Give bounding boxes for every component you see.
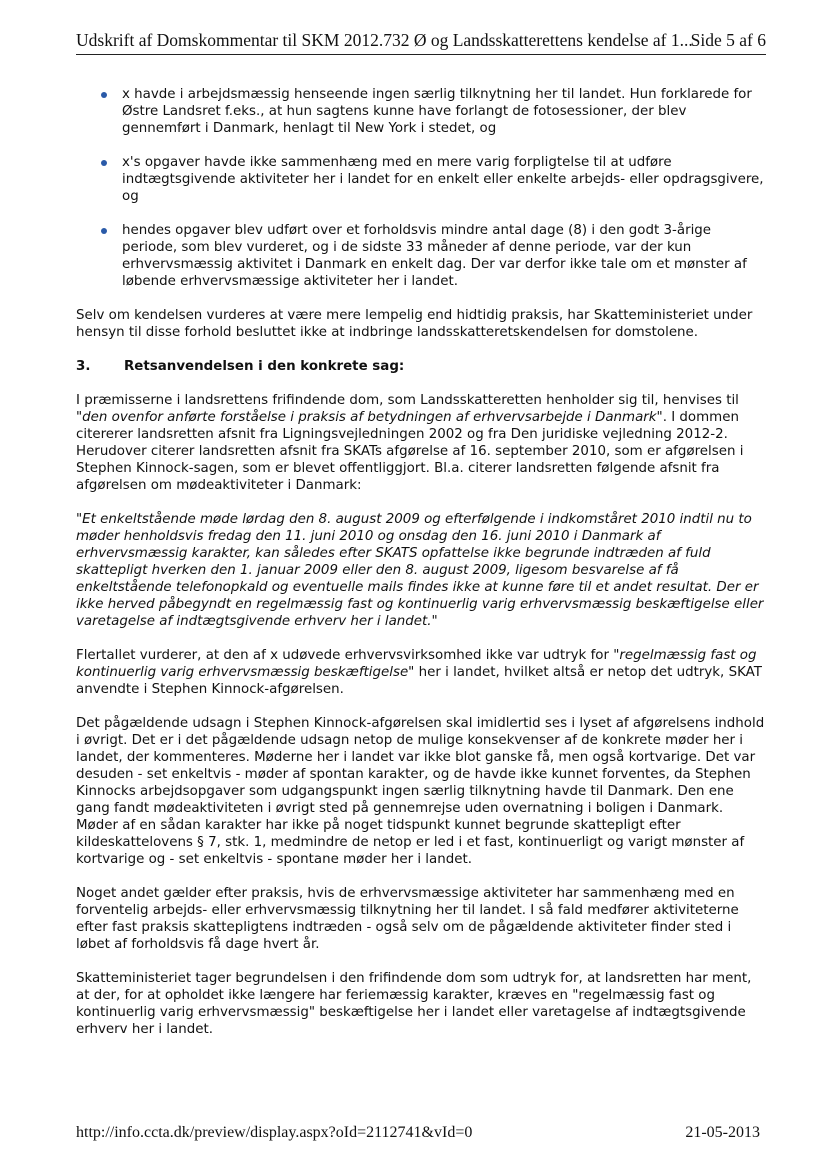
paragraph: Skatteministeriet tager begrundelsen i den frifindende dom som udtryk for, at landsretten har ment, at der, for at opholdet ikke længere har feriemæssig karakter, kræves en "regelmæssig fast og kontinuerlig varig erhvervsmæssig" beskæftigelse her i landet eller varetagelse af indtægtsgivende erhverv her i landet. bbox=[76, 971, 752, 1037]
list-item bbox=[76, 222, 766, 290]
paragraph-text: her i landet, hvilket altså er netop det udtryk, SKAT anvendte i Stephen Kinnock-afgørelsen. bbox=[76, 665, 762, 697]
bullet-icon bbox=[101, 160, 107, 166]
document-body bbox=[76, 86, 766, 1055]
bullet-icon bbox=[101, 228, 107, 234]
print-date: 21-05-2013 bbox=[685, 1124, 760, 1141]
bullet-icon bbox=[101, 92, 107, 98]
source-url: http://info.ccta.dk/preview/display.aspx?oId=2112741&vId=0 bbox=[76, 1124, 473, 1141]
list-item bbox=[76, 86, 766, 137]
document-title: Udskrift af Domskommentar til SKM 2012.732 Ø og Landsskatterettens kendelse af 1... bbox=[76, 30, 693, 50]
paragraph: Noget andet gælder efter praksis, hvis de erhvervsmæssige aktiviteter har sammenhæng med en forventelig arbejds- eller erhvervsmæssig tilknytning her til landet. I så fald medfører aktiviteterne efter fast praksis skattepligtens indtræden - også selv om de pågældende aktiviteter finder sted i løbet af forholdsvis få dage hvert år. bbox=[76, 886, 739, 952]
print-header bbox=[76, 30, 766, 55]
section-title: Retsanvendelsen i den konkrete sag: bbox=[124, 359, 405, 374]
bullet-text: hendes opgaver blev udført over et forholdsvis mindre antal dage (8) i den godt 3-årige periode, som blev vurderet, og i de sidste 33 måneder af denne periode, var der kun erhvervsmæssig aktivitet i Danmark en enkelt dag. Der var derfor ikke tale om et mønster af løbende erhvervsmæssige aktiviteter her i landet. bbox=[122, 223, 747, 289]
print-footer bbox=[76, 1124, 766, 1146]
inline-quote: "den ovenfor anførte forståelse i praksis af betydningen af erhvervsarbejde i Danmark" bbox=[76, 410, 663, 425]
bullet-list bbox=[76, 86, 766, 290]
paragraph-text: . I dommen citererer landsretten afsnit fra Ligningsvejledningen 2002 og fra Den juridiske vejledning 2012-2. Herudover citerer landsretten afsnit fra SKATs afgørelse af 16. september 2010, som er afgørelsen i Stephen Kinnock-sagen, som er blevet offentliggjort. Bl.a. citerer landsretten følgende afsnit fra afgørelsen om mødeaktiviteter i Danmark: bbox=[76, 410, 744, 493]
paragraph: Selv om kendelsen vurderes at være mere lempelig end hidtidig praksis, har Skatteministeriet under hensyn til disse forhold besluttet ikke at indbringe landsskatteretskendelsen for domstolene. bbox=[76, 308, 753, 340]
inline-quote: "regelmæssig fast og kontinuerlig varig erhvervsmæssig beskæftigelse" bbox=[76, 648, 757, 680]
page-number: Side 5 af 6 bbox=[690, 30, 766, 50]
bullet-text: x havde i arbejdsmæssig henseende ingen særlig tilknytning her til landet. Hun forklarede for Østre Landsret f.eks., at hun sagtens kunne have forlangt de fotosessioner, der blev gennemført i Danmark, henlagt til New York i stedet, og bbox=[122, 87, 752, 136]
paragraph: Det pågældende udsagn i Stephen Kinnock-afgørelsen skal imidlertid ses i lyset af afgørelsens indhold i øvrigt. Det er i det pågældende udsagn netop de mulige konsekvenser af de konkrete møder her i landet, der kommenteres. Møderne her i landet var ikke blot ganske få, men også kortvarige. Det var desuden - set enkeltvis - møder af spontan karakter, og de havde ikke kunnet forventes, da Stephen Kinnocks arbejdsopgaver som udgangspunkt ingen særlig tilknytning havde til Danmark. Den ene gang fandt mødeaktiviteten i øvrigt sted på gennemrejse uden overnatning i boligen i Danmark. Møder af en sådan karakter har ikke på noget tidspunkt kunnet begrunde skattepligt efter kildeskattelovens § 7, stk. 1, medmindre de netop er led i et fast, kontinuerligt og varigt mønster af kortvarige og - set enkeltvis - spontane møder her i landet. bbox=[76, 716, 765, 867]
section-heading bbox=[76, 358, 766, 375]
block-quote: "Et enkeltstående møde lørdag den 8. august 2009 og efterfølgende i indkomståret 2010 indtil nu to møder henholdsvis fredag den 11. juni 2010 og onsdag den 16. juni 2010 i Danmark af erhvervsmæssig karakter, kan således efter SKATS opfattelse ikke begrunde indtræden af fuld skattepligt hverken den 1. januar 2009 eller den 8. august 2009, ligesom besvarelse af få enkeltstående telefonopkald og eventuelle mails findes ikke at kunne føre til et andet resultat. Der er ikke herved påbegyndt en regelmæssig fast og kontinuerlig varig erhvervsmæssig beskæftigelse eller varetagelse af indtægtsgivende erhverv her i landet." bbox=[76, 512, 764, 629]
list-item bbox=[76, 154, 766, 205]
bullet-text: x's opgaver havde ikke sammenhæng med en mere varig forpligtelse til at udføre indtægtsgivende aktiviteter her i landet for en enkelt eller enkelte arbejds- eller opdragsgivere, og bbox=[122, 155, 764, 204]
paragraph-text: Flertallet vurderer, at den af x udøvede erhvervsvirksomhed ikke var udtryk for bbox=[76, 648, 614, 663]
paragraph bbox=[76, 392, 766, 494]
paragraph bbox=[76, 647, 766, 698]
paragraph-text: I præmisserne i landsrettens frifindende dom, som Landsskatteretten henholder sig til, henvises til bbox=[76, 393, 739, 408]
section-number: 3. bbox=[76, 359, 91, 374]
